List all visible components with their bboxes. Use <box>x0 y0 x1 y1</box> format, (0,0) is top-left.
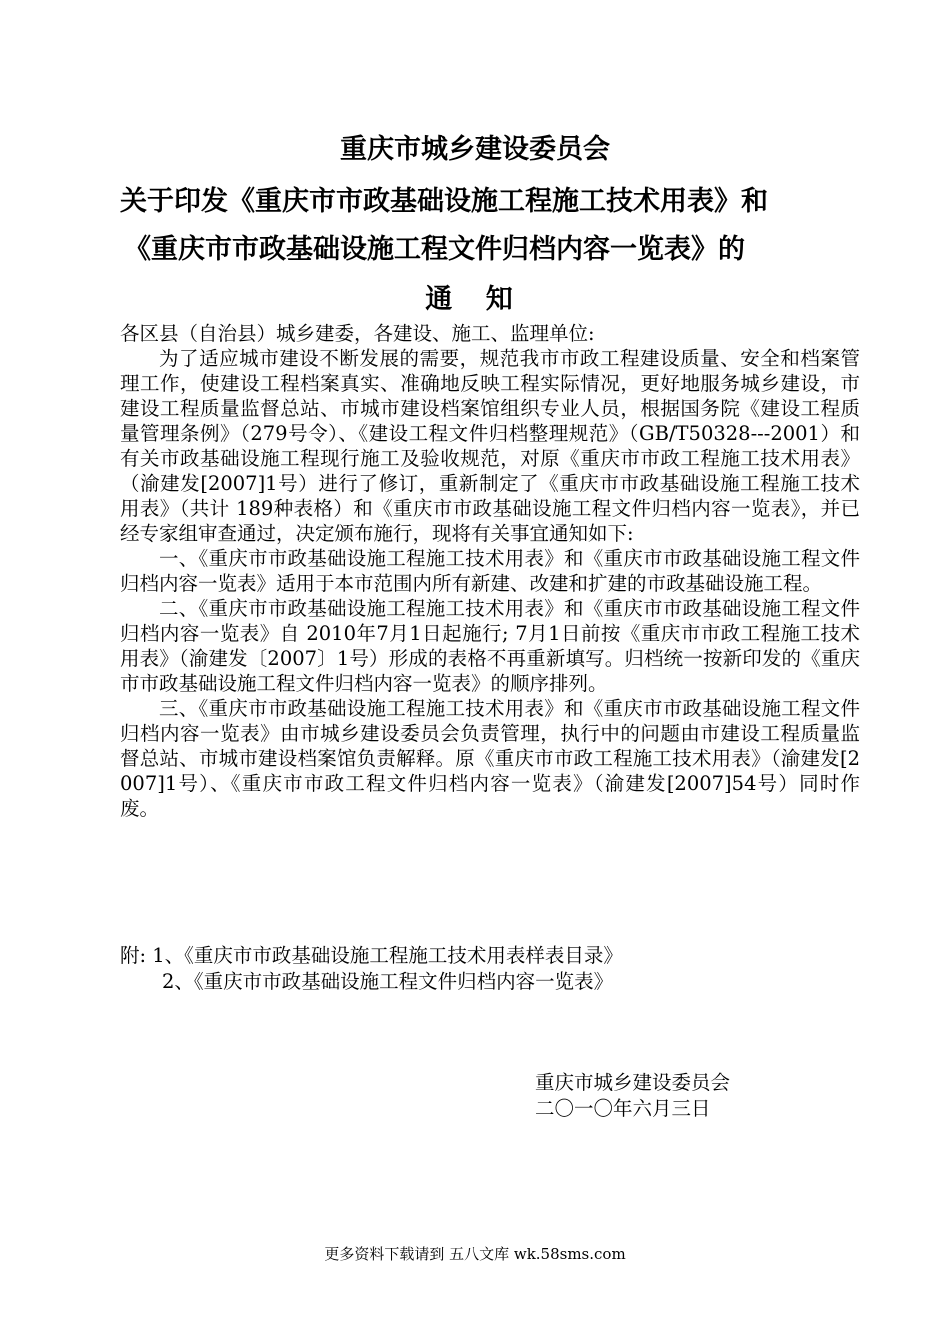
attachment-item-2: 2、《重庆市市政基础设施工程文件归档内容一览表》 <box>162 970 614 993</box>
footer-note: 更多资料下载请到 五八文库 wk.58sms.com <box>324 1245 626 1263</box>
signature-date: 二〇一〇年六月三日 <box>535 1097 711 1120</box>
paragraph-item-3: 三、《重庆市市政基础设施工程施工技术用表》和《重庆市市政基础设施工程文件归档内容一览表》由市城乡建设委员会负责管理，执行中的问题由市建设工程质量监督总站、市城市建设档案馆负责解释。原《重庆市市政工程施工技术用表》（渝建发[2007]1号）、《重庆市市政工程文件归档内容一览表》（渝建发[2007]54号）同时作废。 <box>120 697 860 820</box>
signature-block <box>535 1070 730 1122</box>
document-title-org: 重庆市城乡建设委员会 <box>340 134 610 165</box>
document-title-subject-line2: 《重庆市市政基础设施工程文件归档内容一览表》的 <box>124 234 745 265</box>
attachment-item-1: 附: 1、《重庆市市政基础设施工程施工技术用表样表目录》 <box>120 944 623 967</box>
document-title-notice: 通 知 <box>425 284 525 315</box>
document-body <box>120 321 860 821</box>
paragraph-intro: 为了适应城市建设不断发展的需要，规范我市市政工程建设质量、安全和档案管理工作，使建设工程档案真实、准确地反映工程实际情况，更好地服务城乡建设，市建设工程质量监督总站、市城市建设档案馆组织专业人员，根据国务院《建设工程质量管理条例》（279号令）、《建设工程文件归档整理规范》（GB/T50328---2001）和有关市政基础设施工程现行施工及验收规范，对原《重庆市市政工程施工技术用表》（渝建发[2007]1号）进行了修订，重新制定了《重庆市市政基础设施工程施工技术用表》（共计 189种表格）和《重庆市市政基础设施工程文件归档内容一览表》，并已经专家组审查通过，决定颁布施行，现将有关事宜通知如下: <box>120 347 860 545</box>
document-title-subject-line1: 关于印发《重庆市市政基础设施工程施工技术用表》和 <box>120 186 768 217</box>
salutation: 各区县（自治县）城乡建委，各建设、施工、监理单位: <box>120 322 595 345</box>
signature-org: 重庆市城乡建设委员会 <box>535 1071 731 1094</box>
paragraph-item-2: 二、《重庆市市政基础设施工程施工技术用表》和《重庆市市政基础设施工程文件归档内容一览表》自 2010年7月1日起施行; 7月1日前按《重庆市市政工程施工技术用表》（渝建发〔2007〕1号）形成的表格不再重新填写。归档统一按新印发的《重庆市市政基础设施工程文件归档内容一览表》的顺序排列。 <box>120 597 860 695</box>
attachments <box>120 943 623 995</box>
paragraph-item-1: 一、《重庆市市政基础设施工程施工技术用表》和《重庆市市政基础设施工程文件归档内容一览表》适用于本市范围内所有新建、改建和扩建的市政基础设施工程。 <box>120 547 860 595</box>
